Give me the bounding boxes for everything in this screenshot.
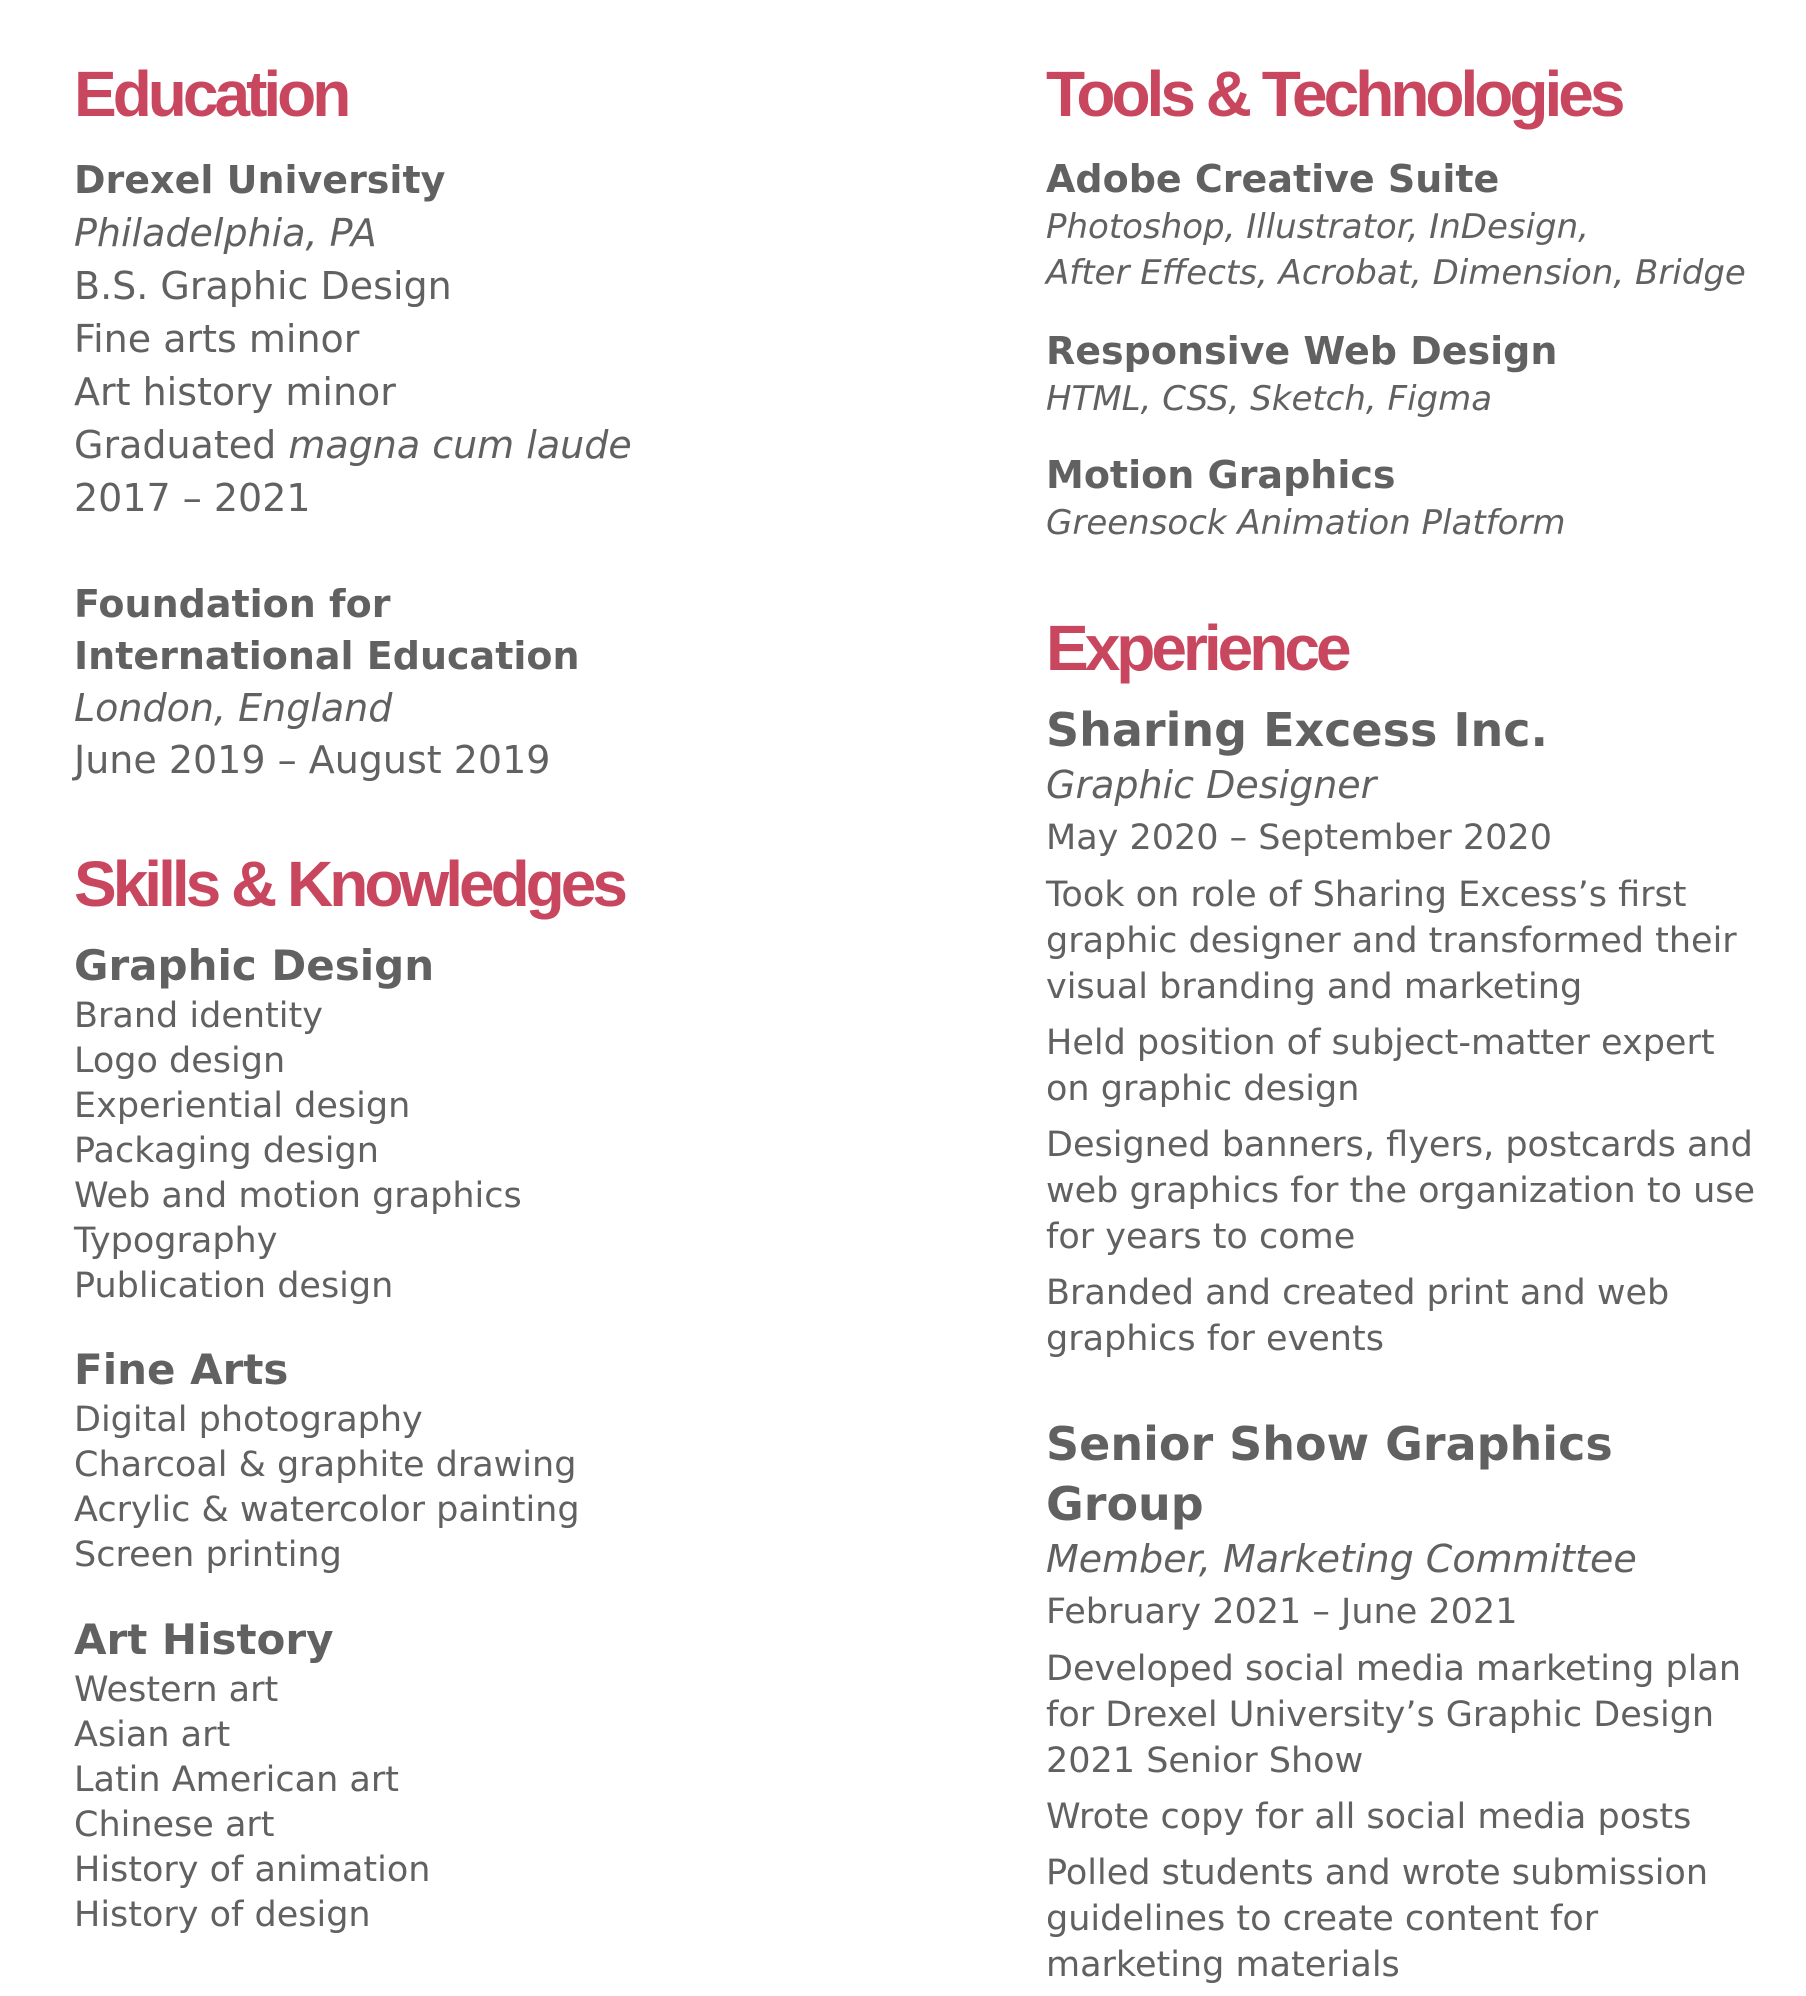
- tool-line: HTML, CSS, Sketch, Figma: [1046, 379, 1493, 419]
- tool-group-heading: Responsive Web Design: [1046, 329, 1558, 373]
- skill-list: [74, 1668, 430, 1938]
- tool-line: Photoshop, Illustrator, InDesign,: [1046, 207, 1589, 247]
- graduation-prefix: Graduated: [74, 423, 289, 467]
- tool-list: [1046, 376, 1557, 422]
- bullet-line: Polled students and wrote submission: [1046, 1853, 1709, 1893]
- skill-item: Publication design: [74, 1266, 394, 1306]
- bullet-line: guidelines to create content for: [1046, 1899, 1599, 1939]
- honor: magna cum laude: [288, 423, 632, 467]
- school-location: Philadelphia, PA: [74, 211, 377, 255]
- school-name: Drexel University: [74, 158, 446, 202]
- skill-item: Web and motion graphics: [74, 1176, 522, 1216]
- skill-item: Experiential design: [74, 1086, 411, 1126]
- bullet-line: for Drexel University’s Graphic Design: [1046, 1695, 1715, 1735]
- tool-group-motion: [1046, 450, 1566, 546]
- job-bullet: [1046, 1794, 1786, 1840]
- job-bullet: [1046, 1270, 1755, 1362]
- job-bullets: [1046, 1646, 1786, 1988]
- skill-list: [74, 1398, 580, 1578]
- bullet-line: Designed banners, flyers, postcards and: [1046, 1125, 1753, 1165]
- skill-item: Logo design: [74, 1041, 286, 1081]
- skill-item: Western art: [74, 1670, 279, 1710]
- tool-group-heading: Motion Graphics: [1046, 453, 1396, 497]
- job-sharing-excess: [1046, 700, 1755, 1362]
- tool-line: Greensock Animation Platform: [1046, 503, 1566, 543]
- skill-item: Brand identity: [74, 996, 323, 1036]
- skill-item: History of design: [74, 1895, 371, 1935]
- skill-item: Acrylic & watercolor painting: [74, 1490, 580, 1530]
- bullet-line: graphics for events: [1046, 1319, 1384, 1359]
- bullet-line: Took on role of Sharing Excess’s first: [1046, 875, 1687, 915]
- bullet-line: on graphic design: [1046, 1069, 1360, 1109]
- skill-group-graphic-design: [74, 938, 522, 1309]
- skill-item: Packaging design: [74, 1131, 379, 1171]
- skill-group-heading: Art History: [74, 1615, 334, 1664]
- school-dates: 2017 – 2021: [74, 476, 311, 520]
- school-location: London, England: [74, 686, 393, 730]
- school-name: Foundation for: [74, 582, 391, 626]
- bullet-line: Held position of subject-matter expert: [1046, 1023, 1715, 1063]
- skill-item: Screen printing: [74, 1535, 342, 1575]
- skill-group-heading: Graphic Design: [74, 941, 435, 990]
- bullet-line: 2021 Senior Show: [1046, 1741, 1364, 1781]
- bullet-line: for years to come: [1046, 1217, 1356, 1257]
- skill-item: Asian art: [74, 1715, 231, 1755]
- tools-heading: Tools & Technologies: [1046, 58, 1622, 130]
- education-entry-drexel: [74, 154, 632, 525]
- job-bullet: [1046, 1850, 1786, 1988]
- company-name: Sharing Excess Inc.: [1046, 703, 1549, 757]
- skill-item: Typography: [74, 1221, 278, 1261]
- skill-item: History of animation: [74, 1850, 431, 1890]
- education-heading: Education: [74, 58, 348, 130]
- job-senior-show: [1046, 1414, 1786, 1988]
- job-role: Graphic Designer: [1046, 763, 1377, 807]
- school-dates: June 2019 – August 2019: [74, 738, 551, 782]
- job-role: Member, Marketing Committee: [1046, 1537, 1637, 1581]
- education-entry-fie: [74, 578, 580, 786]
- bullet-line: Branded and created print and web: [1046, 1273, 1670, 1313]
- bullet-line: Wrote copy for all social media posts: [1046, 1797, 1692, 1837]
- job-bullets: [1046, 872, 1755, 1362]
- skill-group-fine-arts: [74, 1342, 580, 1578]
- tool-group-adobe: [1046, 154, 1746, 296]
- tool-group-web: [1046, 326, 1557, 422]
- bullet-line: Developed social media marketing plan: [1046, 1649, 1742, 1689]
- tool-line: After Effects, Acrobat, Dimension, Bridge: [1046, 253, 1746, 293]
- job-bullet: [1046, 1020, 1755, 1112]
- skill-item: Charcoal & graphite drawing: [74, 1445, 577, 1485]
- job-dates: February 2021 – June 2021: [1046, 1592, 1518, 1632]
- job-dates: May 2020 – September 2020: [1046, 818, 1552, 858]
- company-name: Senior Show Graphics Group: [1046, 1417, 1613, 1531]
- job-bullet: [1046, 872, 1755, 1010]
- bullet-line: visual branding and marketing: [1046, 967, 1583, 1007]
- tool-list: [1046, 204, 1746, 296]
- skill-group-heading: Fine Arts: [74, 1345, 289, 1394]
- skill-item: Chinese art: [74, 1805, 275, 1845]
- skill-group-art-history: [74, 1612, 430, 1938]
- minor: Art history minor: [74, 370, 396, 414]
- tool-list: [1046, 500, 1566, 546]
- skills-heading: Skills & Knowledges: [74, 848, 624, 920]
- job-bullet: [1046, 1122, 1755, 1260]
- skill-item: Digital photography: [74, 1400, 423, 1440]
- minor: Fine arts minor: [74, 317, 360, 361]
- bullet-line: graphic designer and transformed their: [1046, 921, 1737, 961]
- skill-item: Latin American art: [74, 1760, 399, 1800]
- school-name: International Education: [74, 634, 580, 678]
- tool-group-heading: Adobe Creative Suite: [1046, 157, 1500, 201]
- bullet-line: web graphics for the organization to use: [1046, 1171, 1756, 1211]
- bullet-line: marketing materials: [1046, 1945, 1400, 1985]
- graduation-honor: [74, 419, 632, 472]
- job-bullet: [1046, 1646, 1786, 1784]
- experience-heading: Experience: [1046, 612, 1348, 684]
- degree: B.S. Graphic Design: [74, 264, 452, 308]
- skill-list: [74, 994, 522, 1309]
